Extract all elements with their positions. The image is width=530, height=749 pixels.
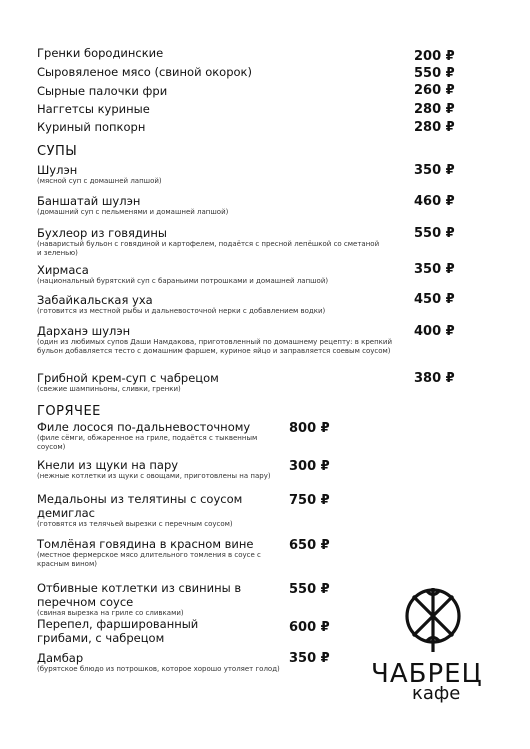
menu-item-price: 350 ₽ — [289, 651, 330, 666]
menu-item — [37, 324, 392, 356]
menu-item-price: 300 ₽ — [289, 459, 330, 474]
menu-item-desc: (домашний суп с пельменями и домашней лапшой) — [37, 208, 229, 216]
menu-item-name: Дамбар — [37, 651, 84, 665]
menu-item — [37, 263, 382, 286]
menu-item — [37, 458, 277, 481]
section-title-soups: СУПЫ — [37, 144, 78, 159]
menu-item-name: Медальоны из телятины с соусом демиглас — [37, 492, 243, 520]
menu-item-price: 600 ₽ — [289, 620, 330, 635]
menu-item-price: 550 ₽ — [289, 582, 330, 597]
menu-item-name: Сыровяленое мясо (свиной окорок) — [37, 65, 252, 79]
menu-item — [37, 420, 277, 452]
menu-item-price: 380 ₽ — [414, 371, 455, 386]
menu-item-desc: (свежие шампиньоны, сливки, гренки) — [37, 385, 181, 393]
menu-item-price: 460 ₽ — [414, 194, 455, 209]
menu-item-price: 350 ₽ — [414, 262, 455, 277]
menu-item-price: 800 ₽ — [289, 421, 330, 436]
menu-item-name: Филе лосося по-дальневосточному — [37, 420, 251, 434]
logo-subtitle: кафе — [412, 683, 461, 704]
menu-item-name: Грибной крем-суп с чабрецом — [37, 371, 219, 385]
menu-item-name: Наггетсы куриные — [37, 102, 150, 116]
menu-item — [37, 293, 382, 316]
menu-item — [37, 226, 382, 258]
menu-item — [37, 617, 252, 645]
menu-item-name: Забайкальская уха — [37, 293, 153, 307]
menu-item-name: Куриный попкорн — [37, 120, 146, 134]
menu-item — [37, 371, 377, 394]
menu-item-desc: (филе сёмги, обжаренное на гриле, подаётся с тыквенным соусом) — [37, 434, 258, 451]
menu-item-price: 200 ₽ — [414, 49, 455, 64]
menu-item-price: 550 ₽ — [414, 66, 455, 81]
menu-item-desc: (бурятское блюдо из потрошков, которое хорошо утоляет голод) — [37, 665, 280, 673]
menu-item-name: Гренки бородинские — [37, 46, 164, 60]
menu-item-name: Томлёная говядина в красном вине — [37, 537, 254, 551]
menu-item-name: Хирмаса — [37, 263, 89, 277]
menu-item-desc: (национальный бурятский суп с бараньими потрошками и домашней лапшой) — [37, 277, 329, 285]
section-title-hot: ГОРЯЧЕЕ — [37, 404, 101, 419]
menu-item-price: 350 ₽ — [414, 163, 455, 178]
menu-item-name: Дарханэ шулэн — [37, 324, 131, 338]
menu-item — [37, 537, 282, 569]
menu-item-price: 260 ₽ — [414, 83, 455, 98]
logo-title: ЧАБРЕЦ — [371, 659, 483, 689]
menu-item-name: Баншатай шулэн — [37, 194, 141, 208]
menu-item — [37, 194, 377, 217]
menu-item-desc: (наваристый бульон с говядиной и картофелем, подаётся с пресной лепёшкой со сметаной и зеленью) — [37, 240, 380, 257]
menu-item — [37, 492, 247, 529]
menu-item-price: 650 ₽ — [289, 538, 330, 553]
menu-item-desc: (нежные котлетки из щуки с овощами, приготовлены на пару) — [37, 472, 271, 480]
menu-item-desc: (местное фермерское мясо длительного томления в соусе с красным вином) — [37, 551, 261, 568]
menu-item-desc: (мясной суп с домашней лапшой) — [37, 177, 162, 185]
menu-item-name: Сырные палочки фри — [37, 84, 168, 98]
menu-item-price: 450 ₽ — [414, 292, 455, 307]
menu-item-price: 750 ₽ — [289, 493, 330, 508]
menu-item-price: 280 ₽ — [414, 102, 455, 117]
menu-item — [37, 163, 377, 186]
menu-item-desc: (готовится из местной рыбы и дальневосточной нерки с добавлением водки) — [37, 307, 326, 315]
menu-item-name: Шулэн — [37, 163, 78, 177]
menu-item — [37, 651, 282, 674]
menu-item — [37, 581, 257, 618]
menu-item-price: 280 ₽ — [414, 120, 455, 135]
menu-item-name: Кнели из щуки на пару — [37, 458, 179, 472]
menu-item-price: 550 ₽ — [414, 226, 455, 241]
menu-item-name: Бухлеор из говядины — [37, 226, 167, 240]
menu-item-desc: (готовятся из телячьей вырезки с перечным соусом) — [37, 520, 233, 528]
menu-item-name: Отбивные котлетки из свинины в перечном соусе — [37, 581, 242, 609]
menu-item-name: Перепел, фаршированный грибами, с чабрецом — [37, 617, 199, 645]
menu-item-desc: (один из любимых супов Даши Намдакова, приготовленный по домашнему рецепту: в крепкий бульон добавляется тесто с домашним фаршем, куриное яйцо и заправляется соевым соусом) — [37, 338, 392, 355]
menu-item-price: 400 ₽ — [414, 324, 455, 339]
menu-item-desc: (свиная вырезка на гриле со сливками) — [37, 609, 184, 617]
